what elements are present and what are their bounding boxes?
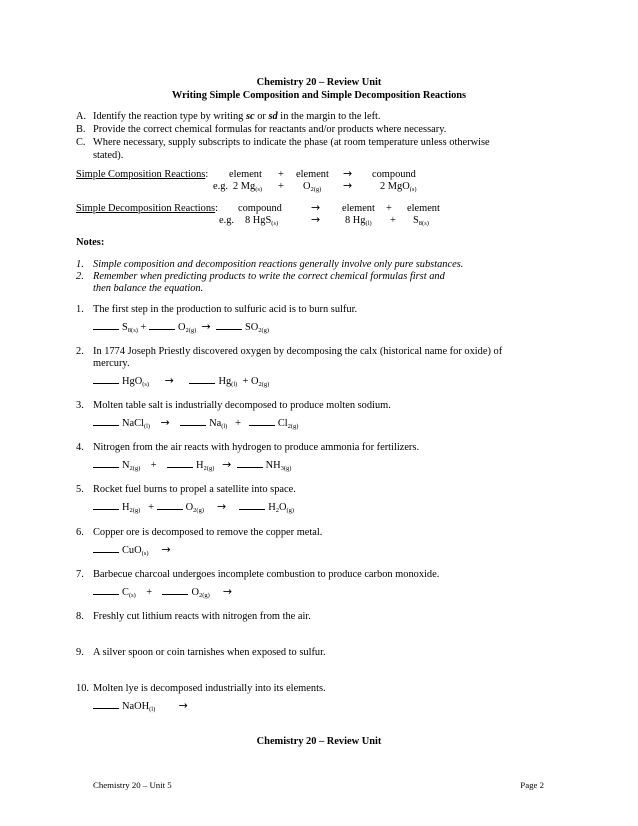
answer-blank[interactable]: [93, 543, 119, 553]
decomposition-example-arrow: →: [311, 213, 321, 226]
decomposition-general-plus: +: [386, 203, 392, 214]
question-8: 8. Freshly cut lithium reacts with nitrogen from the air.: [76, 611, 311, 622]
composition-example-plus: +: [278, 181, 284, 192]
question-9: 9. A silver spoon or coin tarnishes when exposed to sulfur.: [76, 647, 326, 658]
composition-example-arrow: →: [343, 179, 353, 192]
decomposition-label: Simple Decomposition Reactions:: [76, 203, 218, 214]
question-10: 10. Molten lye is decomposed industrially into its elements.: [76, 683, 326, 694]
answer-blank[interactable]: [93, 585, 119, 595]
section-title: Chemistry 20 – Review Unit: [256, 736, 382, 747]
question-1: 1. The first step in the production to sulfuric acid is to burn sulfur.: [76, 304, 358, 315]
composition-general-b: element: [296, 169, 329, 180]
page-title: Chemistry 20 – Review Unit: [256, 77, 382, 88]
page-subtitle: Writing Simple Composition and Simple Decomposition Reactions: [171, 90, 467, 101]
question-2: 2. In 1774 Joseph Priestly discovered oxygen by decomposing the calx (historical name for oxide) of: [76, 346, 503, 357]
note-2: 2. Remember when predicting products to write the correct chemical formulas first and: [76, 271, 445, 282]
note-1: 1. Simple composition and decomposition reactions generally involve only pure substances.: [76, 259, 464, 270]
decomposition-arrow: →: [311, 201, 321, 214]
footer-page-number: Page 2: [520, 780, 544, 790]
question-7: 7. Barbecue charcoal undergoes incomplete combustion to produce carbon monoxide.: [76, 569, 440, 580]
answer-blank[interactable]: [189, 374, 215, 384]
decomposition-general-b: element: [342, 203, 375, 214]
answer-blank[interactable]: [93, 374, 119, 384]
composition-example-c: 2 MgO$_{(s)}$: [380, 181, 417, 193]
decomposition-example-eg: e.g.: [219, 215, 235, 226]
answer-blank[interactable]: [239, 500, 265, 510]
decomposition-example-plus: +: [390, 215, 396, 226]
decomposition-general-a: compound: [238, 203, 282, 214]
composition-example-eg: e.g.: [213, 181, 229, 192]
answer-blank[interactable]: [93, 699, 119, 709]
decomposition-example-a: 8 HgS$_{(s)}$: [245, 215, 279, 227]
answer-blank[interactable]: [167, 458, 193, 468]
question-1-equation: $S_{8(s)} + O_{2(g)} \to SO_{2(g)}$: [93, 320, 269, 334]
question-4: 4. Nitrogen from the air reacts with hydrogen to produce ammonia for fertilizers.: [76, 442, 420, 453]
notes-heading: Notes:: [76, 237, 105, 248]
question-5-equation: $H_{2(g)}$ + $O_{2(g)}$ → $H_2O_{(g)}$: [93, 500, 294, 514]
answer-blank[interactable]: [149, 320, 175, 330]
answer-blank[interactable]: [180, 416, 206, 426]
composition-general-a: element: [229, 169, 262, 180]
answer-blank[interactable]: [216, 320, 242, 330]
decomposition-example-c: $S_{8(s)}$: [413, 215, 429, 227]
question-6: 6. Copper ore is decomposed to remove the copper metal.: [76, 527, 323, 538]
answer-blank[interactable]: [249, 416, 275, 426]
instruction-b: B. Provide the correct chemical formulas for reactants and/or products where necessary.: [76, 124, 447, 135]
answer-blank[interactable]: [162, 585, 188, 595]
question-5: 5. Rocket fuel burns to propel a satellite into space.: [76, 484, 296, 495]
footer-left: Chemistry 20 – Unit 5: [93, 780, 172, 790]
answer-blank[interactable]: [93, 500, 119, 510]
question-2-cont: mercury.: [93, 358, 130, 369]
composition-label: Simple Composition Reactions:: [76, 169, 209, 180]
question-3: 3. Molten table salt is industrially decomposed to produce molten sodium.: [76, 400, 391, 411]
composition-example-a: 2 $Mg_{(s)}$: [233, 181, 263, 193]
answer-blank[interactable]: [157, 500, 183, 510]
question-10-equation: NaOH$_{(l)}$ →: [93, 699, 188, 713]
composition-example-b: $O_{2(g)}$: [303, 181, 322, 193]
answer-blank[interactable]: [237, 458, 263, 468]
instruction-c: C. Where necessary, supply subscripts to indicate the phase (at room temperature unless otherwise: [76, 137, 490, 148]
decomposition-general-c: element: [407, 203, 440, 214]
instruction-c-cont: stated).: [93, 150, 124, 161]
answer-blank[interactable]: [93, 416, 119, 426]
composition-arrow: →: [343, 167, 353, 180]
question-4-equation: $N_{2(g)}$ + $H_{2(g)}$ → $NH_{3(g)}$: [93, 458, 291, 472]
answer-blank[interactable]: [93, 320, 119, 330]
composition-general-c: compound: [372, 169, 416, 180]
instruction-a: A. Identify the reaction type by writing sc or sd in the margin to the left.: [76, 111, 381, 122]
question-7-equation: $C_{(s)}$ + $O_{2(g)}$ →: [93, 585, 232, 599]
answer-blank[interactable]: [93, 458, 119, 468]
question-6-equation: CuO$_{(s)}$ →: [93, 543, 171, 557]
note-2-cont: then balance the equation.: [93, 283, 204, 294]
composition-general-plus: +: [278, 169, 284, 180]
question-2-equation: HgO$_{(s)}$ → $Hg_{(l)} + O_{2(g)}$: [93, 374, 269, 388]
decomposition-example-b: 8 $Hg_{(l)}$: [345, 215, 372, 227]
question-3-equation: NaCl$_{(l)}$ → $Na_{(l)}$ + $Cl_{2(g)}$: [93, 416, 298, 430]
